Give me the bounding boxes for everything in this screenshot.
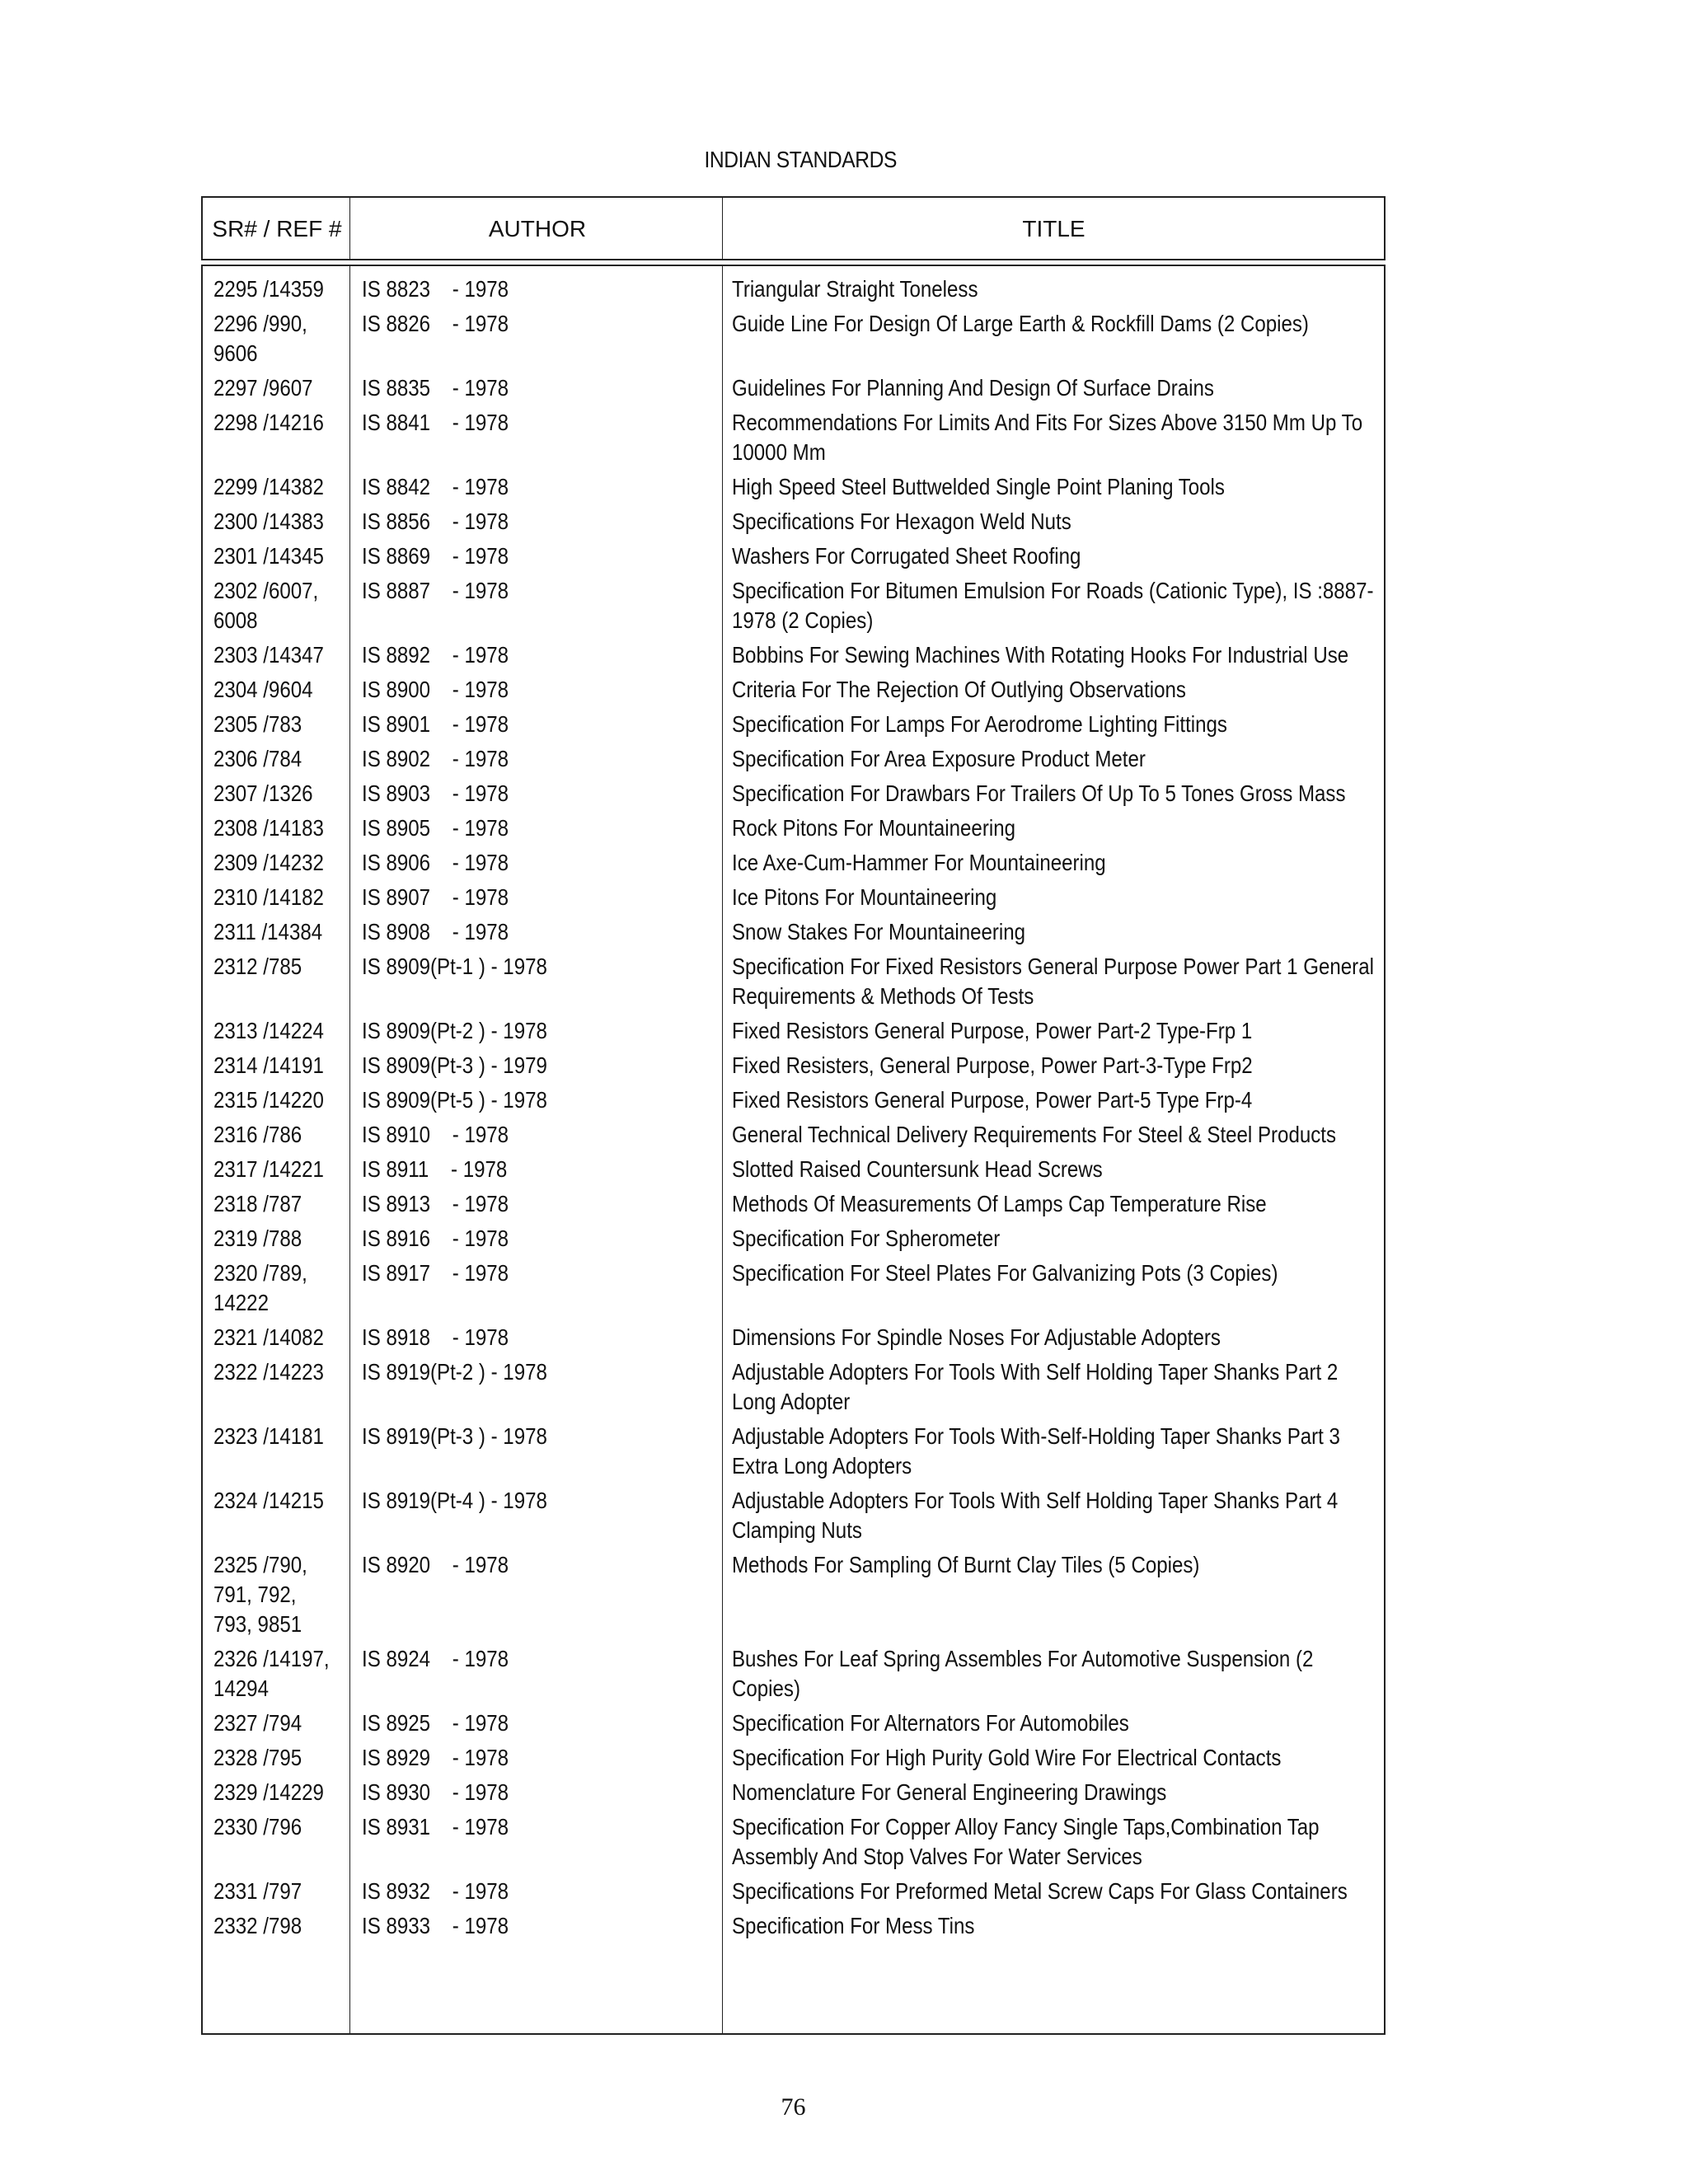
- column-header-sr-ref: SR# / REF #: [212, 216, 342, 241]
- author-text: IS 8835 - 1978: [361, 375, 509, 401]
- table-row: [203, 1085, 1384, 1120]
- title-text: Fixed Resistors General Purpose, Power Part-5 Type Frp-4: [732, 1087, 1253, 1113]
- table-row: [203, 779, 1384, 813]
- title-cell: [722, 1778, 1384, 1812]
- title-cell: [722, 1911, 1384, 1946]
- sr-ref-cell: [203, 1778, 351, 1812]
- table-row: [203, 1224, 1384, 1258]
- title-text: Ice Axe-Cum-Hammer For Mountaineering: [732, 850, 1106, 875]
- author-cell: [351, 1189, 723, 1224]
- title-cell: [722, 1812, 1384, 1877]
- table-row: [203, 1357, 1384, 1422]
- column-header-title: TITLE: [1022, 216, 1085, 241]
- author-text: IS 8887 - 1978: [361, 578, 509, 603]
- author-text: IS 8919(Pt-4 ) - 1978: [361, 1488, 547, 1513]
- author-cell: [351, 1812, 723, 1877]
- sr-ref-cell: [203, 1644, 351, 1708]
- title-cell: [722, 507, 1384, 541]
- sr-ref-text: 2295 /14359: [213, 276, 324, 302]
- column-header-author: AUTHOR: [488, 216, 587, 241]
- sr-ref-text: 2309 /14232: [213, 850, 324, 875]
- author-cell: [351, 917, 723, 952]
- sr-ref-cell: [203, 1323, 351, 1357]
- title-cell: [722, 848, 1384, 883]
- page-title: INDIAN STANDARDS: [704, 147, 897, 172]
- table-row: [203, 1155, 1384, 1189]
- title-cell: [722, 1486, 1384, 1550]
- title-text: Specification For Fixed Resistors General Purpose Power Part 1 General Requirements & Methods Of Tests: [732, 954, 1375, 1009]
- title-text: Specification For Copper Alloy Fancy Single Taps,Combination Tap Assembly And Stop Valves For Water Services: [732, 1814, 1320, 1869]
- sr-ref-text: 2306 /784: [213, 746, 302, 771]
- sr-ref-text: 2317 /14221: [213, 1156, 324, 1182]
- table-row: [203, 309, 1384, 373]
- sr-ref-cell: [203, 1550, 351, 1644]
- sr-ref-text: 2308 /14183: [213, 815, 324, 841]
- title-text: Specifications For Preformed Metal Screw Caps For Glass Containers: [732, 1878, 1348, 1904]
- title-text: Nomenclature For General Engineering Drawings: [732, 1779, 1167, 1805]
- sr-ref-text: 2313 /14224: [213, 1018, 324, 1043]
- author-cell: [351, 472, 723, 507]
- title-cell: [722, 952, 1384, 1016]
- title-text: Rock Pitons For Mountaineering: [732, 815, 1016, 841]
- column-divider: [722, 198, 723, 260]
- table-row: [203, 373, 1384, 408]
- title-cell: [722, 1877, 1384, 1911]
- sr-ref-text: 2315 /14220: [213, 1087, 324, 1113]
- sr-ref-cell: [203, 1357, 351, 1422]
- author-cell: [351, 1357, 723, 1422]
- table-row: [203, 744, 1384, 779]
- table-row: [203, 1743, 1384, 1778]
- table-row: [203, 1778, 1384, 1812]
- author-cell: [351, 1051, 723, 1085]
- title-text: Specification For High Purity Gold Wire For Electrical Contacts: [732, 1745, 1282, 1770]
- sr-ref-cell: [203, 1422, 351, 1486]
- title-cell: [722, 1644, 1384, 1708]
- title-text: Dimensions For Spindle Noses For Adjustable Adopters: [732, 1324, 1221, 1350]
- title-text: Slotted Raised Countersunk Head Screws: [732, 1156, 1103, 1182]
- author-text: IS 8869 - 1978: [361, 543, 509, 569]
- title-cell: [722, 813, 1384, 848]
- author-text: IS 8908 - 1978: [361, 919, 509, 944]
- author-text: IS 8929 - 1978: [361, 1745, 509, 1770]
- title-text: Washers For Corrugated Sheet Roofing: [732, 543, 1081, 569]
- title-cell: [722, 1708, 1384, 1743]
- sr-ref-text: 2299 /14382: [213, 474, 324, 499]
- sr-ref-cell: [203, 883, 351, 917]
- sr-ref-text: 2321 /14082: [213, 1324, 324, 1350]
- title-cell: [722, 1323, 1384, 1357]
- title-text: Specification For Area Exposure Product Meter: [732, 746, 1146, 771]
- author-cell: [351, 1323, 723, 1357]
- sr-ref-text: 2329 /14229: [213, 1779, 324, 1805]
- author-cell: [351, 640, 723, 675]
- author-cell: [351, 675, 723, 710]
- author-cell: [351, 1016, 723, 1051]
- title-cell: [722, 408, 1384, 472]
- table-row: [203, 507, 1384, 541]
- title-text: Triangular Straight Toneless: [732, 276, 978, 302]
- author-cell: [351, 1550, 723, 1644]
- author-cell: [351, 813, 723, 848]
- author-text: IS 8909(Pt-5 ) - 1978: [361, 1087, 547, 1113]
- table-row: [203, 1644, 1384, 1708]
- title-cell: [722, 1258, 1384, 1323]
- title-text: Specification For Spherometer: [732, 1226, 1001, 1251]
- title-text: Guide Line For Design Of Large Earth & Rockfill Dams (2 Copies): [732, 311, 1310, 336]
- sr-ref-cell: [203, 675, 351, 710]
- author-text: IS 8910 - 1978: [361, 1122, 509, 1147]
- sr-ref-cell: [203, 541, 351, 576]
- author-text: IS 8932 - 1978: [361, 1878, 509, 1904]
- author-text: IS 8918 - 1978: [361, 1324, 509, 1350]
- title-cell: [722, 1051, 1384, 1085]
- table-row: [203, 1911, 1384, 1946]
- author-text: IS 8892 - 1978: [361, 642, 509, 668]
- title-cell: [722, 883, 1384, 917]
- title-cell: [722, 917, 1384, 952]
- sr-ref-text: 2319 /788: [213, 1226, 302, 1251]
- sr-ref-text: 2332 /798: [213, 1913, 302, 1938]
- standards-table: [201, 265, 1386, 2035]
- table-row: [203, 1812, 1384, 1877]
- title-text: Specification For Steel Plates For Galvanizing Pots (3 Copies): [732, 1260, 1278, 1286]
- table-row: [203, 710, 1384, 744]
- sr-ref-cell: [203, 744, 351, 779]
- sr-ref-cell: [203, 1743, 351, 1778]
- title-text: Methods For Sampling Of Burnt Clay Tiles (5 Copies): [732, 1552, 1200, 1577]
- title-cell: [722, 779, 1384, 813]
- author-cell: [351, 1120, 723, 1155]
- table-header: [201, 196, 1386, 260]
- title-cell: [722, 274, 1384, 309]
- table-row: [203, 472, 1384, 507]
- sr-ref-cell: [203, 779, 351, 813]
- author-cell: [351, 1085, 723, 1120]
- author-cell: [351, 1155, 723, 1189]
- sr-ref-cell: [203, 1258, 351, 1323]
- author-text: IS 8826 - 1978: [361, 311, 509, 336]
- title-text: High Speed Steel Buttwelded Single Point Planing Tools: [732, 474, 1226, 499]
- author-text: IS 8903 - 1978: [361, 780, 509, 806]
- sr-ref-cell: [203, 952, 351, 1016]
- sr-ref-cell: [203, 1911, 351, 1946]
- table-row: [203, 1258, 1384, 1323]
- sr-ref-text: 2310 /14182: [213, 884, 324, 910]
- sr-ref-cell: [203, 640, 351, 675]
- title-text: Snow Stakes For Mountaineering: [732, 919, 1026, 944]
- sr-ref-cell: [203, 1812, 351, 1877]
- author-cell: [351, 710, 723, 744]
- author-cell: [351, 408, 723, 472]
- sr-ref-text: 2314 /14191: [213, 1052, 324, 1078]
- title-cell: [722, 710, 1384, 744]
- author-text: IS 8931 - 1978: [361, 1814, 509, 1840]
- title-text: Bushes For Leaf Spring Assembles For Automotive Suspension (2 Copies): [732, 1646, 1314, 1701]
- sr-ref-text: 2318 /787: [213, 1191, 302, 1216]
- title-cell: [722, 744, 1384, 779]
- sr-ref-cell: [203, 710, 351, 744]
- sr-ref-text: 2316 /786: [213, 1122, 302, 1147]
- table-row: [203, 1486, 1384, 1550]
- sr-ref-text: 2302 /6007, 6008: [213, 578, 319, 633]
- author-cell: [351, 779, 723, 813]
- author-text: IS 8902 - 1978: [361, 746, 509, 771]
- title-cell: [722, 1189, 1384, 1224]
- sr-ref-cell: [203, 1877, 351, 1911]
- sr-ref-cell: [203, 408, 351, 472]
- title-cell: [722, 373, 1384, 408]
- author-text: IS 8901 - 1978: [361, 711, 509, 737]
- sr-ref-text: 2325 /790, 791, 792, 793, 9851: [213, 1552, 307, 1637]
- title-text: Guidelines For Planning And Design Of Surface Drains: [732, 375, 1215, 401]
- table-row: [203, 1323, 1384, 1357]
- sr-ref-text: 2326 /14197, 14294: [213, 1646, 330, 1701]
- title-cell: [722, 640, 1384, 675]
- title-text: Criteria For The Rejection Of Outlying Observations: [732, 677, 1187, 702]
- sr-ref-text: 2327 /794: [213, 1710, 302, 1736]
- table-row: [203, 1051, 1384, 1085]
- author-text: IS 8916 - 1978: [361, 1226, 509, 1251]
- author-text: IS 8924 - 1978: [361, 1646, 509, 1671]
- sr-ref-cell: [203, 1155, 351, 1189]
- table-row: [203, 813, 1384, 848]
- title-text: Adjustable Adopters For Tools With Self Holding Taper Shanks Part 4 Clamping Nuts: [732, 1488, 1339, 1543]
- author-cell: [351, 274, 723, 309]
- table-body: [203, 274, 1384, 1946]
- title-text: Specification For Bitumen Emulsion For Roads (Cationic Type), IS :8887-1978 (2 Copies): [732, 578, 1374, 633]
- sr-ref-cell: [203, 507, 351, 541]
- author-cell: [351, 1877, 723, 1911]
- author-cell: [351, 1258, 723, 1323]
- title-cell: [722, 309, 1384, 373]
- column-divider: [349, 198, 350, 260]
- table-row: [203, 640, 1384, 675]
- author-text: IS 8841 - 1978: [361, 410, 509, 435]
- table-row: [203, 1550, 1384, 1644]
- table-row: [203, 1016, 1384, 1051]
- author-text: IS 8900 - 1978: [361, 677, 509, 702]
- author-cell: [351, 507, 723, 541]
- sr-ref-cell: [203, 1120, 351, 1155]
- author-text: IS 8905 - 1978: [361, 815, 509, 841]
- table-row: [203, 274, 1384, 309]
- author-text: IS 8909(Pt-2 ) - 1978: [361, 1018, 547, 1043]
- title-cell: [722, 675, 1384, 710]
- sr-ref-text: 2320 /789, 14222: [213, 1260, 307, 1315]
- sr-ref-cell: [203, 1016, 351, 1051]
- author-cell: [351, 1422, 723, 1486]
- sr-ref-cell: [203, 373, 351, 408]
- title-cell: [722, 1120, 1384, 1155]
- author-text: IS 8917 - 1978: [361, 1260, 509, 1286]
- sr-ref-cell: [203, 813, 351, 848]
- title-cell: [722, 1357, 1384, 1422]
- sr-ref-cell: [203, 1051, 351, 1085]
- sr-ref-cell: [203, 917, 351, 952]
- table-row: [203, 1189, 1384, 1224]
- sr-ref-text: 2303 /14347: [213, 642, 324, 668]
- author-text: IS 8920 - 1978: [361, 1552, 509, 1577]
- sr-ref-cell: [203, 309, 351, 373]
- author-cell: [351, 373, 723, 408]
- author-text: IS 8856 - 1978: [361, 509, 509, 534]
- title-cell: [722, 1224, 1384, 1258]
- table-row: [203, 917, 1384, 952]
- author-cell: [351, 1708, 723, 1743]
- sr-ref-text: 2323 /14181: [213, 1423, 324, 1449]
- table-row: [203, 576, 1384, 640]
- table-row: [203, 1120, 1384, 1155]
- title-text: Bobbins For Sewing Machines With Rotating Hooks For Industrial Use: [732, 642, 1349, 668]
- author-text: IS 8842 - 1978: [361, 474, 509, 499]
- sr-ref-text: 2331 /797: [213, 1878, 302, 1904]
- table-row: [203, 952, 1384, 1016]
- sr-ref-text: 2304 /9604: [213, 677, 313, 702]
- table-row: [203, 1877, 1384, 1911]
- sr-ref-text: 2322 /14223: [213, 1359, 324, 1385]
- sr-ref-cell: [203, 1189, 351, 1224]
- title-text: Fixed Resisters, General Purpose, Power Part-3-Type Frp2: [732, 1052, 1253, 1078]
- author-cell: [351, 1644, 723, 1708]
- author-cell: [351, 952, 723, 1016]
- title-cell: [722, 1155, 1384, 1189]
- sr-ref-text: 2296 /990, 9606: [213, 311, 307, 366]
- title-text: Specifications For Hexagon Weld Nuts: [732, 509, 1072, 534]
- author-cell: [351, 1224, 723, 1258]
- author-text: IS 8933 - 1978: [361, 1913, 509, 1938]
- author-text: IS 8925 - 1978: [361, 1710, 509, 1736]
- page-number: 76: [781, 2093, 806, 2121]
- sr-ref-text: 2305 /783: [213, 711, 302, 737]
- author-text: IS 8906 - 1978: [361, 850, 509, 875]
- sr-ref-text: 2297 /9607: [213, 375, 313, 401]
- table-row: [203, 675, 1384, 710]
- title-text: Recommendations For Limits And Fits For Sizes Above 3150 Mm Up To 10000 Mm: [732, 410, 1363, 465]
- author-text: IS 8911 - 1978: [361, 1156, 507, 1182]
- table-row: [203, 1708, 1384, 1743]
- title-cell: [722, 472, 1384, 507]
- title-text: Ice Pitons For Mountaineering: [732, 884, 997, 910]
- author-text: IS 8913 - 1978: [361, 1191, 509, 1216]
- author-text: IS 8823 - 1978: [361, 276, 509, 302]
- sr-ref-cell: [203, 1224, 351, 1258]
- sr-ref-cell: [203, 1486, 351, 1550]
- author-cell: [351, 1911, 723, 1946]
- title-text: Methods Of Measurements Of Lamps Cap Temperature Rise: [732, 1191, 1267, 1216]
- author-cell: [351, 309, 723, 373]
- title-cell: [722, 1085, 1384, 1120]
- author-text: IS 8909(Pt-1 ) - 1978: [361, 954, 547, 979]
- sr-ref-text: 2298 /14216: [213, 410, 324, 435]
- sr-ref-text: 2328 /795: [213, 1745, 302, 1770]
- title-text: Specification For Drawbars For Trailers Of Up To 5 Tones Gross Mass: [732, 780, 1346, 806]
- sr-ref-cell: [203, 576, 351, 640]
- author-cell: [351, 848, 723, 883]
- author-cell: [351, 541, 723, 576]
- author-text: IS 8919(Pt-2 ) - 1978: [361, 1359, 547, 1385]
- sr-ref-text: 2330 /796: [213, 1814, 302, 1840]
- table-row: [203, 541, 1384, 576]
- author-cell: [351, 1778, 723, 1812]
- title-cell: [722, 1743, 1384, 1778]
- title-cell: [722, 1422, 1384, 1486]
- sr-ref-text: 2300 /14383: [213, 509, 324, 534]
- sr-ref-cell: [203, 472, 351, 507]
- title-text: General Technical Delivery Requirements For Steel & Steel Products: [732, 1122, 1337, 1147]
- author-text: IS 8930 - 1978: [361, 1779, 509, 1805]
- title-text: Specification For Lamps For Aerodrome Lighting Fittings: [732, 711, 1228, 737]
- title-cell: [722, 576, 1384, 640]
- title-cell: [722, 541, 1384, 576]
- author-cell: [351, 1743, 723, 1778]
- sr-ref-text: 2301 /14345: [213, 543, 324, 569]
- title-text: Specification For Alternators For Automobiles: [732, 1710, 1130, 1736]
- author-cell: [351, 1486, 723, 1550]
- title-text: Specification For Mess Tins: [732, 1913, 975, 1938]
- author-cell: [351, 883, 723, 917]
- title-text: Adjustable Adopters For Tools With Self Holding Taper Shanks Part 2 Long Adopter: [732, 1359, 1339, 1414]
- author-text: IS 8909(Pt-3 ) - 1979: [361, 1052, 547, 1078]
- sr-ref-text: 2312 /785: [213, 954, 302, 979]
- sr-ref-text: 2307 /1326: [213, 780, 313, 806]
- title-cell: [722, 1016, 1384, 1051]
- table-row: [203, 1422, 1384, 1486]
- author-cell: [351, 744, 723, 779]
- author-cell: [351, 576, 723, 640]
- title-text: Adjustable Adopters For Tools With-Self-Holding Taper Shanks Part 3 Extra Long Adopters: [732, 1423, 1341, 1479]
- title-cell: [722, 1550, 1384, 1644]
- sr-ref-cell: [203, 274, 351, 309]
- author-text: IS 8919(Pt-3 ) - 1978: [361, 1423, 547, 1449]
- sr-ref-text: 2324 /14215: [213, 1488, 324, 1513]
- sr-ref-cell: [203, 848, 351, 883]
- table-row: [203, 883, 1384, 917]
- sr-ref-text: 2311 /14384: [213, 919, 323, 944]
- table-row: [203, 848, 1384, 883]
- sr-ref-cell: [203, 1085, 351, 1120]
- author-text: IS 8907 - 1978: [361, 884, 509, 910]
- title-text: Fixed Resistors General Purpose, Power Part-2 Type-Frp 1: [732, 1018, 1253, 1043]
- table-row: [203, 408, 1384, 472]
- sr-ref-cell: [203, 1708, 351, 1743]
